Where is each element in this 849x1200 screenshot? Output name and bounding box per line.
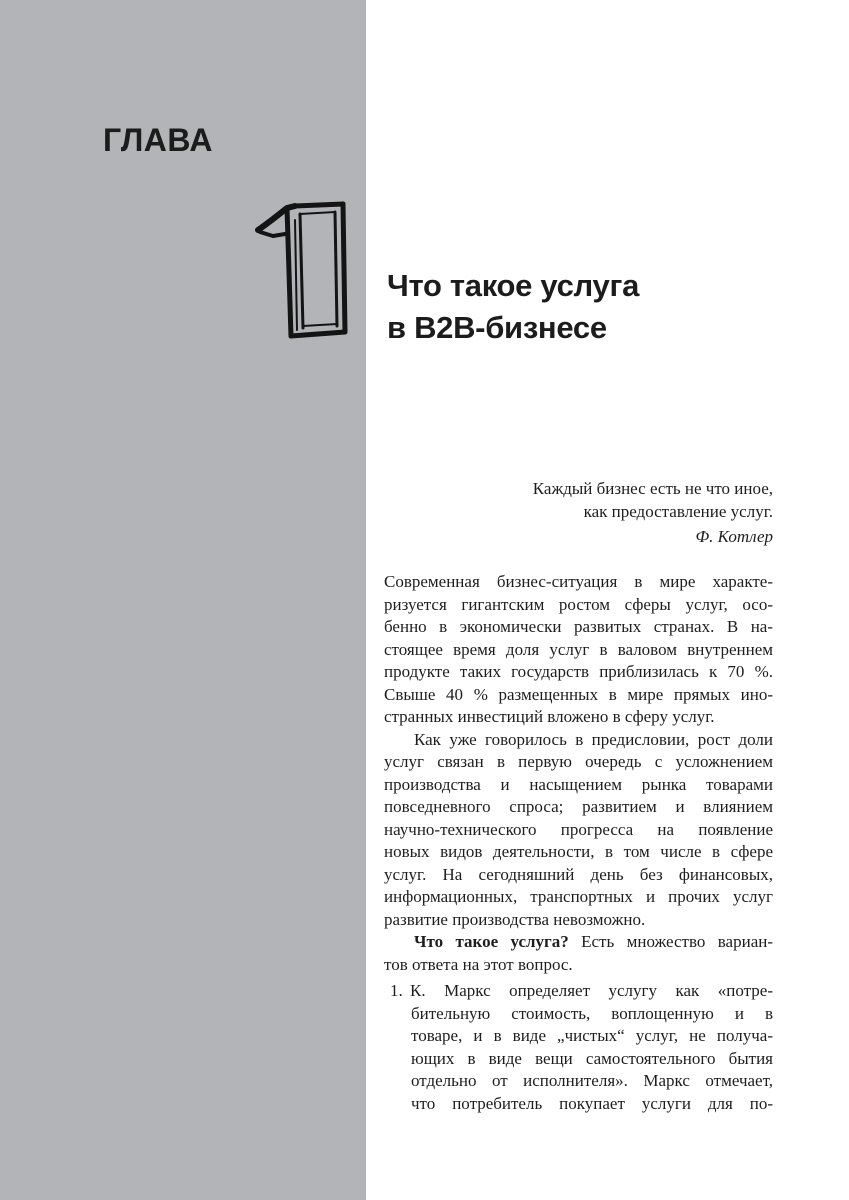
paragraph-line: ризуется гигантским ростом сферы услуг, осо- <box>384 594 773 614</box>
paragraph-line: новых видов деятельности, в том числе в сфере <box>384 842 773 861</box>
paragraph-line: научно-технического прогресса на появление <box>384 819 773 839</box>
paragraph-line: Как уже говорилось в предисловии, рост доли <box>414 729 773 749</box>
bold-question: Что такое услуга? <box>414 932 569 951</box>
paragraph-line: развитие производства невозможно. <box>384 909 646 929</box>
list-item-line: бительную стоимость, воплощенную и в <box>411 1003 773 1023</box>
list-item-line: ющих в виде вещи самостоятельного бытия <box>411 1048 773 1068</box>
paragraph-line <box>384 931 773 954</box>
paragraph-line-rest: Есть множество вариан- <box>568 932 773 951</box>
list-item-line <box>384 980 773 1003</box>
list-item-text: К. Маркс определяет услугу как «потре- <box>410 981 773 1000</box>
chapter-title <box>387 265 639 349</box>
epigraph-line: Каждый бизнес есть не что иное, <box>532 479 773 498</box>
epigraph-author: Ф. Котлер <box>695 527 773 546</box>
list-number: 1. <box>390 981 403 1000</box>
list-item-line: отдельно от исполнителя». Маркс отмечает, <box>411 1071 773 1090</box>
paragraph-line: производства и насыщением рынка товарами <box>384 774 773 794</box>
body-text <box>384 571 773 1115</box>
paragraph-line: повседневного спроса; развитием и влиянием <box>384 797 773 816</box>
epigraph <box>533 477 773 548</box>
paragraph-line: бенно в экономически развитых странах. В на- <box>384 617 773 636</box>
paragraph-line: услуг. На сегодняшний день без финансовых, <box>384 864 773 884</box>
chapter-title-line-2: в B2B-бизнесе <box>387 310 607 345</box>
paragraph-line: странных инвестиций вложено в сферу услуг. <box>384 707 715 726</box>
chapter-numeral-graphic <box>255 200 350 340</box>
list-item-line: что потребитель покупает услуги для по- <box>411 1093 773 1113</box>
paragraph-line: Современная бизнес-ситуация в мире характе- <box>384 572 773 591</box>
chapter-title-line-1: Что такое услуга <box>387 268 640 303</box>
epigraph-line: как предоставление услуг. <box>583 502 773 521</box>
chapter-label: ГЛАВА <box>103 122 214 158</box>
paragraph-line: продукте таких государств приблизилась к 70 %. <box>384 662 773 681</box>
left-gray-panel <box>0 0 366 1200</box>
paragraph-line: тов ответа на этот вопрос. <box>384 954 573 974</box>
paragraph-line: Свыше 40 % размещенных в мире прямых ино- <box>384 684 773 704</box>
paragraph-line: стоящее время доля услуг в валовом внутреннем <box>384 639 773 659</box>
list-item-line: товаре, и в виде „чистых“ услуг, не получа- <box>411 1026 773 1045</box>
paragraph-line: информационных, транспортных и прочих услуг <box>384 887 773 906</box>
paragraph-line: услуг связан в первую очередь с усложнением <box>384 752 773 771</box>
